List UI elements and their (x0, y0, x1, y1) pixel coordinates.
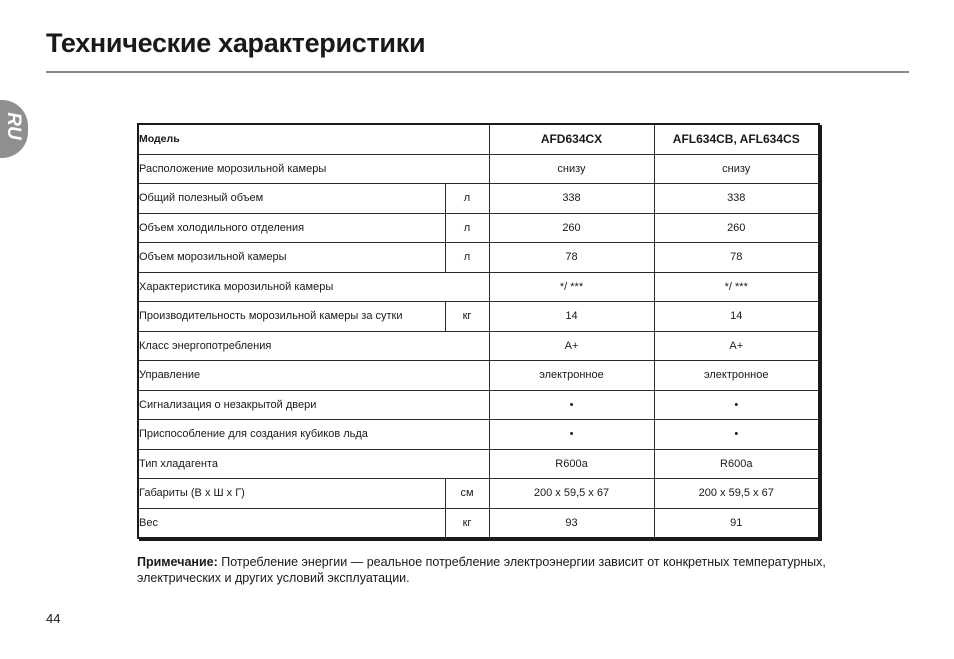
row-value-model-2: 200 х 59,5 х 67 (654, 479, 819, 509)
row-value-model-2: • (654, 420, 819, 450)
note-label: Примечание: (137, 555, 218, 569)
row-value-model-1: 338 (489, 184, 654, 214)
row-value-model-2: 338 (654, 184, 819, 214)
row-value-model-1: снизу (489, 154, 654, 184)
table-row (138, 449, 819, 479)
row-label: Тип хладагента (138, 449, 489, 479)
header-model-2: AFL634CB, AFL634CS (654, 124, 819, 154)
note-text: Потребление энергии — реальное потребление электроэнергии зависит от конкретных температурных, электрических и других условий эксплуатации. (137, 555, 826, 585)
row-value-model-1: R600a (489, 449, 654, 479)
table-row (138, 479, 819, 509)
row-unit: л (445, 184, 489, 214)
table-row (138, 302, 819, 332)
row-label: Объем морозильной камеры (138, 243, 445, 273)
specifications-table (137, 123, 820, 539)
row-value-model-1: • (489, 420, 654, 450)
table-row (138, 508, 819, 538)
row-value-model-1: */ *** (489, 272, 654, 302)
row-value-model-2: 91 (654, 508, 819, 538)
row-label: Производительность морозильной камеры за сутки (138, 302, 445, 332)
row-label: Сигнализация о незакрытой двери (138, 390, 489, 420)
row-value-model-2: */ *** (654, 272, 819, 302)
row-value-model-2: 260 (654, 213, 819, 243)
table-row (138, 243, 819, 273)
row-unit: см (445, 479, 489, 509)
table-row (138, 331, 819, 361)
row-value-model-2: • (654, 390, 819, 420)
table-row (138, 420, 819, 450)
row-value-model-2: снизу (654, 154, 819, 184)
title-divider (46, 71, 909, 73)
row-value-model-2: 78 (654, 243, 819, 273)
page-number: 44 (46, 611, 61, 626)
table-row (138, 390, 819, 420)
row-value-model-2: A+ (654, 331, 819, 361)
table-row (138, 184, 819, 214)
row-value-model-1: 78 (489, 243, 654, 273)
row-value-model-2: R600a (654, 449, 819, 479)
table-row (138, 213, 819, 243)
row-label: Расположение морозильной камеры (138, 154, 489, 184)
row-label: Объем холодильного отделения (138, 213, 445, 243)
row-label: Приспособление для создания кубиков льда (138, 420, 489, 450)
table-row (138, 361, 819, 391)
row-unit: л (445, 213, 489, 243)
row-label: Управление (138, 361, 489, 391)
table-row (138, 272, 819, 302)
language-tab-label: RU (3, 112, 24, 140)
row-unit: л (445, 243, 489, 273)
header-model-label: Модель (138, 124, 489, 154)
row-value-model-2: электронное (654, 361, 819, 391)
page-title: Технические характеристики (46, 28, 426, 58)
table-header-row (138, 124, 819, 154)
row-value-model-1: 93 (489, 508, 654, 538)
header-model-1: AFD634CX (489, 124, 654, 154)
row-value-model-1: электронное (489, 361, 654, 391)
row-value-model-2: 14 (654, 302, 819, 332)
row-label: Класс энергопотребления (138, 331, 489, 361)
table-row (138, 154, 819, 184)
row-value-model-1: A+ (489, 331, 654, 361)
row-value-model-1: 260 (489, 213, 654, 243)
row-label: Характеристика морозильной камеры (138, 272, 489, 302)
row-unit: кг (445, 302, 489, 332)
row-value-model-1: 14 (489, 302, 654, 332)
row-value-model-1: 200 х 59,5 х 67 (489, 479, 654, 509)
row-label: Вес (138, 508, 445, 538)
row-label: Габариты (В х Ш х Г) (138, 479, 445, 509)
row-value-model-1: • (489, 390, 654, 420)
row-unit: кг (445, 508, 489, 538)
note (137, 554, 827, 586)
row-label: Общий полезный объем (138, 184, 445, 214)
